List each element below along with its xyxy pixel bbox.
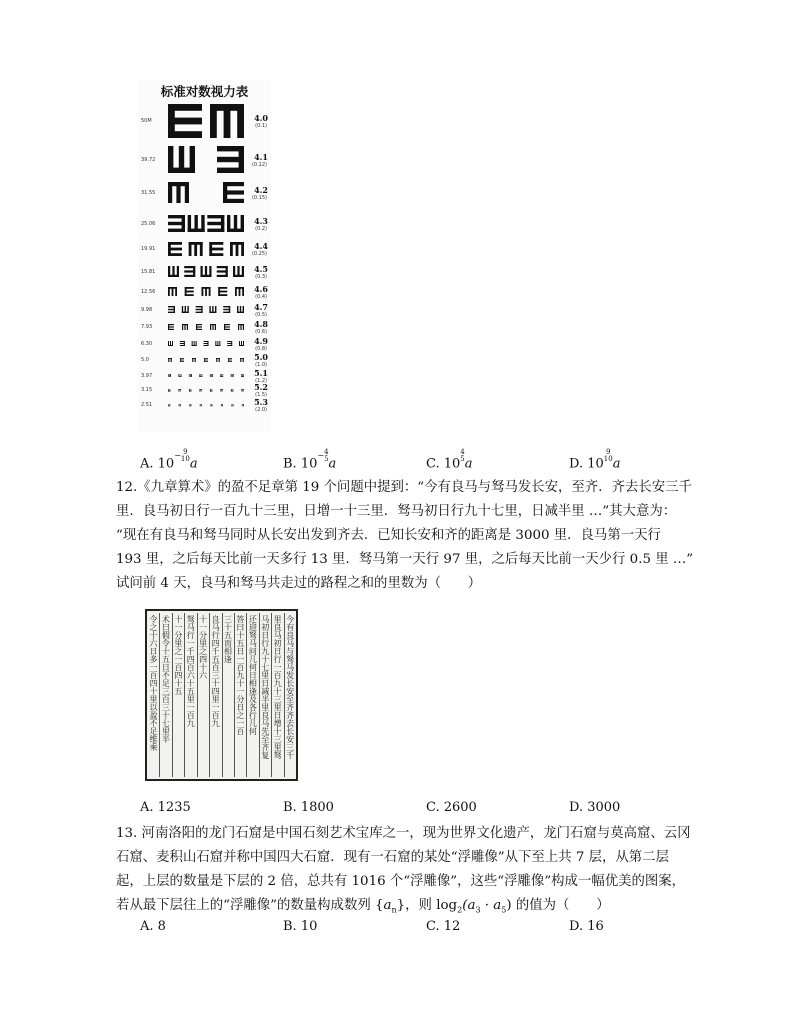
q12-line-1: 12.《九章算术》的盈不足章第 19 个问题中提到：“今有良马与驽马发长安，至齐．齐去长安三千 bbox=[116, 480, 692, 495]
eye-chart-acuity-value: 4.4 bbox=[254, 241, 268, 251]
eye-chart-acuity-value: 4.1 bbox=[254, 151, 268, 162]
q12-line-5: 试问前 4 天，良马和驽马共走过的路程之和的里数为（ ） bbox=[116, 576, 482, 591]
q11-c-den: 5 bbox=[460, 455, 465, 463]
optotype-e-icon bbox=[200, 404, 202, 406]
q13-log-base: 2 bbox=[457, 905, 463, 915]
optotype-e-icon bbox=[233, 266, 244, 277]
q13-line-4 bbox=[116, 894, 610, 923]
optotype-e-icon bbox=[240, 358, 244, 362]
optotype-e-icon bbox=[192, 341, 197, 346]
column-rule bbox=[284, 613, 285, 777]
optotype-e-icon bbox=[180, 341, 185, 346]
eye-chart-distance-label: 19.91 bbox=[141, 246, 156, 252]
q12-option-d[interactable]: D. 3000 bbox=[569, 800, 621, 815]
column-rule bbox=[197, 613, 198, 777]
eye-chart-decimal-value: (1.2) bbox=[255, 377, 267, 384]
eye-chart-acuity-value: 5.2 bbox=[254, 382, 268, 393]
optotype-e-icon bbox=[192, 358, 196, 362]
optotype-e-icon bbox=[210, 104, 244, 138]
q13-option-c[interactable]: C. 12 bbox=[426, 919, 461, 934]
optotype-e-icon bbox=[237, 306, 244, 313]
optotype-e-icon bbox=[218, 287, 227, 296]
q13-option-a[interactable]: A. 8 bbox=[140, 919, 166, 934]
q12-option-b[interactable]: B. 1800 bbox=[283, 800, 334, 815]
eye-chart-distance-label: 9.98 bbox=[141, 306, 153, 313]
optotype-e-icon bbox=[178, 374, 181, 377]
optotype-e-icon bbox=[168, 341, 173, 346]
optotype-e-icon bbox=[210, 404, 212, 406]
optotype-e-icon bbox=[168, 404, 170, 406]
q11-d-var: a bbox=[612, 456, 621, 472]
eye-chart-decimal-value: (0.4) bbox=[255, 293, 267, 300]
eye-chart-distance-label: 39.72 bbox=[141, 156, 156, 163]
q13-option-d[interactable]: D. 16 bbox=[569, 919, 604, 934]
eye-chart-acuity-value: 4.5 bbox=[254, 263, 268, 274]
eye-chart-acuity-value: 4.0 bbox=[254, 113, 268, 123]
optotype-e-icon bbox=[182, 324, 188, 330]
optotype-e-icon bbox=[235, 287, 244, 296]
eye-chart-decimal-value: (0.1) bbox=[255, 123, 267, 129]
eye-chart-image bbox=[138, 80, 271, 432]
eye-chart-decimal-value: (2.0) bbox=[255, 407, 267, 414]
q13-option-b[interactable]: B. 10 bbox=[283, 919, 318, 934]
eye-chart-acuity-value: 5.0 bbox=[254, 352, 268, 362]
optotype-e-icon bbox=[168, 215, 185, 232]
eye-chart-acuity-value: 4.9 bbox=[254, 335, 268, 346]
q11-a-den: 10 bbox=[180, 455, 190, 463]
q11-option-a[interactable] bbox=[140, 448, 198, 472]
optotype-e-icon bbox=[188, 215, 205, 232]
q12-line-2: 里．良马初日行一百九十三里，日增一十三里．驽马初日行九十七里，日减半里 …”其大意为： bbox=[116, 504, 677, 519]
optotype-e-icon bbox=[228, 358, 232, 362]
ancient-text-column: 马初日行九十七里日减半里良马先至齐复 bbox=[260, 615, 270, 759]
column-rule bbox=[184, 613, 185, 777]
eye-chart-distance-label: 12.56 bbox=[141, 288, 156, 295]
eye-chart-distance-label: 25.06 bbox=[141, 220, 156, 227]
q11-a-minus: − bbox=[174, 451, 181, 460]
optotype-e-icon bbox=[239, 341, 244, 346]
optotype-e-icon bbox=[217, 146, 244, 173]
optotype-e-icon bbox=[202, 287, 211, 296]
q13-dot: · a bbox=[480, 898, 502, 913]
optotype-e-icon bbox=[231, 404, 233, 406]
eye-chart-distance-label: 15.81 bbox=[141, 268, 156, 275]
q13-line-2: 石窟、麦积山石窟并称中国四大石窟．现有一石窟的某处“浮雕像”从下至上共 7 层，从第二层 bbox=[116, 850, 669, 865]
optotype-e-icon bbox=[168, 374, 171, 377]
q11-c-var: a bbox=[464, 456, 473, 472]
optotype-e-icon bbox=[180, 358, 184, 362]
optotype-e-icon bbox=[196, 306, 203, 313]
optotype-e-icon bbox=[196, 324, 202, 330]
eye-chart-decimal-value: (0.8) bbox=[255, 345, 267, 352]
optotype-e-icon bbox=[241, 374, 244, 377]
q13-line-4-pre: 若从最下层往上的“浮雕像”的数量构成数列 { bbox=[116, 898, 384, 913]
q12-option-a[interactable]: A. 1235 bbox=[140, 800, 191, 815]
optotype-e-icon bbox=[184, 266, 195, 277]
optotype-e-icon bbox=[227, 341, 232, 346]
optotype-e-icon bbox=[207, 215, 224, 232]
optotype-e-icon bbox=[168, 146, 195, 173]
optotype-e-icon bbox=[182, 306, 189, 313]
optotype-e-icon bbox=[168, 287, 177, 296]
optotype-e-icon bbox=[185, 287, 194, 296]
column-rule bbox=[259, 613, 260, 777]
q11-a-var: a bbox=[189, 456, 198, 472]
eye-chart-acuity-value: 5.1 bbox=[254, 367, 268, 378]
optotype-e-icon bbox=[168, 358, 172, 362]
optotype-e-icon bbox=[209, 242, 223, 256]
ancient-text-image bbox=[145, 609, 298, 781]
q13-line-4-post: ) 的值为（ ） bbox=[506, 898, 610, 913]
optotype-e-icon bbox=[209, 306, 216, 313]
column-rule bbox=[234, 613, 235, 777]
optotype-e-icon bbox=[221, 404, 223, 406]
eye-chart-decimal-value: (0.3) bbox=[255, 273, 267, 280]
q13-an-sub: n bbox=[391, 905, 397, 915]
optotype-e-icon bbox=[189, 374, 192, 377]
q12-option-c[interactable]: C. 2600 bbox=[426, 800, 477, 815]
q12-line-3: “现在有良马和驽马同时从长安出发到齐去．已知长安和齐的距离是 3000 里．良马第一天行 bbox=[116, 528, 661, 543]
eye-chart-distance-label: 2.51 bbox=[141, 402, 153, 409]
column-rule bbox=[271, 613, 272, 777]
q11-option-c-label: C. 10 bbox=[426, 456, 461, 472]
optotype-e-icon bbox=[220, 389, 223, 392]
optotype-e-icon bbox=[168, 306, 175, 313]
optotype-e-icon bbox=[210, 389, 213, 392]
eye-chart-distance-label: 3.97 bbox=[141, 372, 153, 379]
optotype-e-icon bbox=[168, 389, 171, 392]
optotype-e-icon bbox=[168, 182, 189, 203]
column-rule bbox=[222, 613, 223, 777]
optotype-e-icon bbox=[189, 389, 192, 392]
eye-chart-distance-label: 31.55 bbox=[141, 189, 156, 196]
eye-chart-decimal-value: (1.5) bbox=[255, 392, 267, 399]
optotype-e-icon bbox=[223, 182, 244, 203]
ancient-text-column: 良马行四千五百三十四里一百九 bbox=[211, 615, 221, 727]
optotype-e-icon bbox=[178, 389, 181, 392]
ancient-text-column: 术曰假令十五日不足三百三十七里半 bbox=[161, 615, 171, 743]
optotype-e-icon bbox=[242, 404, 244, 406]
ancient-text-column: 十一分里之四十六 bbox=[198, 615, 208, 679]
q11-option-d-label: D. 10 bbox=[569, 456, 604, 472]
eye-chart-acuity-value: 4.6 bbox=[254, 283, 268, 294]
optotype-e-icon bbox=[231, 389, 234, 392]
q13-sub-3: 3 bbox=[475, 905, 481, 915]
optotype-e-icon bbox=[210, 324, 216, 330]
optotype-e-icon bbox=[216, 358, 220, 362]
eye-chart-distance-label: 50M bbox=[141, 118, 152, 124]
q11-c-num: 4 bbox=[460, 448, 465, 456]
eye-chart-distance-label: 7.93 bbox=[141, 324, 153, 330]
eye-chart-decimal-value: (0.6) bbox=[255, 329, 267, 335]
optotype-e-icon bbox=[223, 306, 230, 313]
ancient-text-column: 今有良马与驽马发长安至齐齐去长安三千 bbox=[285, 615, 295, 759]
optotype-e-icon bbox=[168, 242, 182, 256]
optotype-e-icon bbox=[220, 374, 223, 377]
optotype-e-icon bbox=[238, 324, 244, 330]
q11-b-var: a bbox=[328, 456, 337, 472]
q12-line-4: 193 里，之后每天比前一天多行 13 里．驽马第一天行 97 里，之后每天比前一天少行 0.5 里 …” bbox=[116, 552, 694, 567]
q11-option-c[interactable] bbox=[426, 448, 473, 472]
optotype-e-icon bbox=[217, 266, 228, 277]
optotype-e-icon bbox=[224, 324, 230, 330]
q13-an: a bbox=[383, 898, 392, 913]
optotype-e-icon bbox=[231, 374, 234, 377]
ancient-text-column: 令之十六日多一百四十里以盈不足维乘 bbox=[149, 615, 158, 751]
ancient-text-column: 三十五而相逢 bbox=[223, 615, 233, 663]
eye-chart-title: 标准对数视力表 bbox=[160, 84, 249, 99]
eye-chart-decimal-value: (0.12) bbox=[251, 161, 267, 168]
optotype-e-icon bbox=[189, 404, 191, 406]
q11-b-minus: − bbox=[317, 451, 325, 460]
optotype-e-icon bbox=[230, 242, 244, 256]
eye-chart-acuity-value: 4.3 bbox=[254, 215, 268, 226]
column-rule bbox=[159, 613, 160, 777]
ancient-text-column: 十一分里之一百四十五 bbox=[173, 615, 183, 695]
q11-b-den: 5 bbox=[324, 455, 329, 463]
q13-line-3: 起，上层的数量是下层的 2 倍，总共有 1016 个“浮雕像”，这些“浮雕像”构成一幅优美的图案， bbox=[116, 874, 686, 889]
q11-option-b[interactable] bbox=[283, 448, 337, 472]
eye-chart-decimal-value: (0.2) bbox=[255, 225, 267, 232]
eye-chart-decimal-value: (0.15) bbox=[251, 194, 267, 201]
q11-d-den: 10 bbox=[603, 455, 613, 463]
eye-chart-acuity-value: 4.2 bbox=[254, 184, 268, 195]
optotype-e-icon bbox=[199, 389, 202, 392]
column-rule bbox=[209, 613, 210, 777]
ancient-text-column: 里良马初日行一百九十三里日增十三里驽 bbox=[273, 615, 283, 759]
ancient-text-column: 驽马行一千四百六十五里一百九 bbox=[186, 615, 196, 727]
optotype-e-icon bbox=[204, 358, 208, 362]
optotype-e-icon bbox=[201, 266, 212, 277]
optotype-e-icon bbox=[210, 374, 213, 377]
q11-option-b-label: B. 10 bbox=[283, 456, 318, 472]
q13-line-4-mid: }，则 log bbox=[396, 898, 458, 913]
optotype-e-icon bbox=[168, 266, 179, 277]
eye-chart-distance-label: 3.15 bbox=[141, 387, 153, 394]
q13-line-1: 13. 河南洛阳的龙门石窟是中国石刻艺术宝库之一，现为世界文化遗产，龙门石窟与莫高窟、云冈 bbox=[116, 826, 691, 841]
optotype-e-icon bbox=[189, 242, 203, 256]
eye-chart-decimal-value: (0.25) bbox=[251, 251, 267, 257]
eye-chart-decimal-value: (1.0) bbox=[255, 362, 267, 368]
ancient-text-column: 还迎驽马问几何日相逢及各行几何 bbox=[248, 615, 258, 735]
q13-sub-5: 5 bbox=[501, 905, 507, 915]
optotype-e-icon bbox=[199, 374, 202, 377]
eye-chart-acuity-value: 5.3 bbox=[254, 397, 268, 408]
column-rule bbox=[172, 613, 173, 777]
eye-chart-distance-label: 6.30 bbox=[141, 340, 153, 347]
q11-b-num: 4 bbox=[324, 448, 329, 456]
column-rule bbox=[246, 613, 247, 777]
optotype-e-icon bbox=[204, 341, 209, 346]
eye-chart-distance-label: 5.0 bbox=[141, 357, 149, 363]
ancient-text-column: 答曰十五日一百九十一分日之一百 bbox=[235, 615, 245, 735]
eye-chart-acuity-value: 4.7 bbox=[254, 301, 268, 312]
optotype-e-icon bbox=[227, 215, 244, 232]
optotype-e-icon bbox=[168, 324, 174, 330]
optotype-e-icon bbox=[179, 404, 181, 406]
optotype-e-icon bbox=[215, 341, 220, 346]
q11-a-num: 9 bbox=[183, 448, 188, 456]
optotype-e-icon bbox=[168, 104, 202, 138]
eye-chart-acuity-value: 4.8 bbox=[254, 319, 268, 329]
q11-d-num: 9 bbox=[606, 448, 611, 456]
q13-log-arg: (a bbox=[462, 898, 476, 913]
q11-option-a-label: A. 10 bbox=[140, 456, 175, 472]
q11-option-d[interactable] bbox=[569, 448, 621, 472]
optotype-e-icon bbox=[241, 389, 244, 392]
eye-chart-decimal-value: (0.5) bbox=[255, 311, 267, 318]
